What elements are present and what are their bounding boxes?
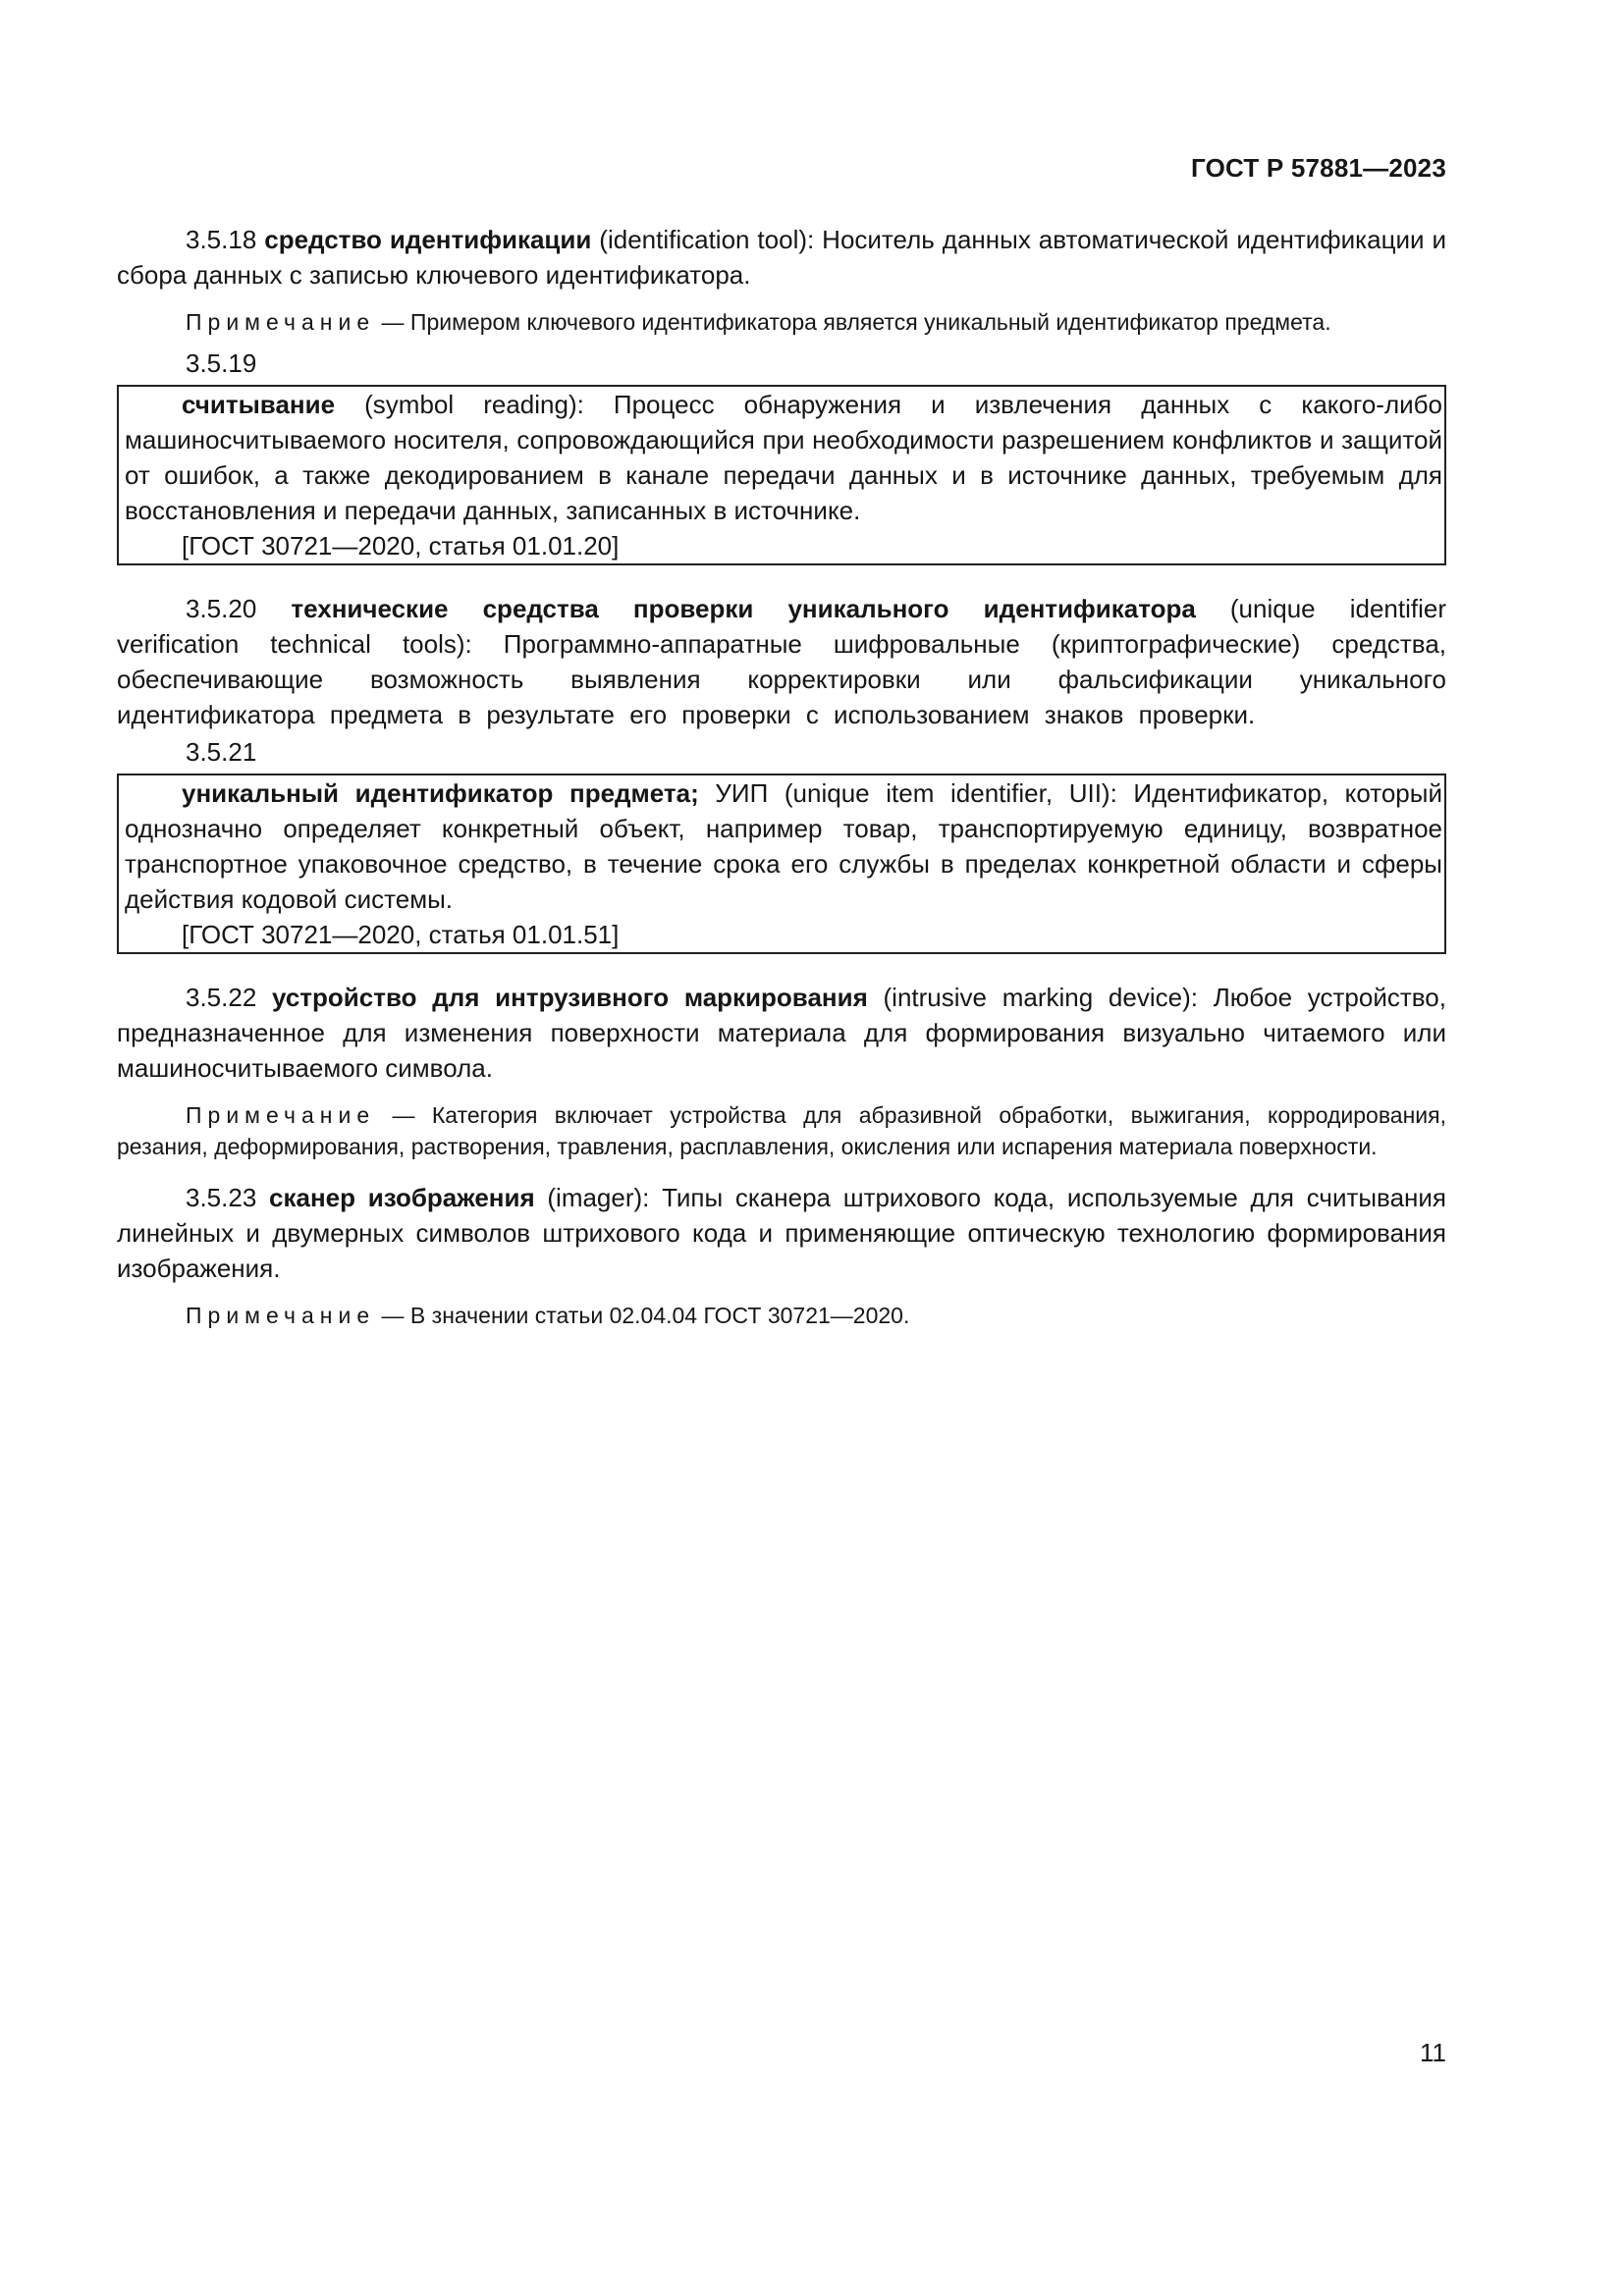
term-number: 3.5.23: [186, 1183, 257, 1212]
term-title: сканер изображения: [269, 1183, 535, 1212]
note-3: [117, 1300, 1446, 1331]
term-definition: (imager): Типы сканера штрихового кода, используемые для считывания линейных и двумерных символов штрихового кода и применяющие оптическую технологию формирования изображения.: [117, 1183, 1447, 1283]
term-source: [ГОСТ 30721—2020, статья 01.01.20]: [182, 531, 620, 561]
note-text: — Категория включает устройства для абразивной обработки, выжигания, корродирования, резания, деформирования, растворения, травления, расплавления, окисления или испарения материала поверхности.: [117, 1102, 1446, 1159]
term-definition: (identification tool): Носитель данных автоматической идентификации и сбора данных с записью ключевого идентификатора.: [117, 225, 1446, 290]
note-label: Примечание: [186, 1102, 376, 1128]
note-2: [117, 1099, 1446, 1162]
term-3-5-20: [117, 591, 1446, 732]
term-title: устройство для интрузивного маркирования: [272, 983, 868, 1012]
term-definition: (intrusive marking device): Любое устройство, предназначенное для изменения поверхности материала для формирования визуально читаемого или машиносчитываемого символа.: [117, 983, 1446, 1083]
note-text: — В значении статьи 02.04.04 ГОСТ 30721—2020.: [375, 1303, 910, 1328]
term-definition: (symbol reading): Процесс обнаружения и извлечения данных с какого-либо машиносчитываемого носителя, сопровождающийся при необходимости разрешением конфликтов и защитой от ошибок, а также декодированием в канале передачи данных и в источнике данных, требуемым для восстановления и передачи данных, записанных в источнике.: [125, 390, 1442, 525]
term-number-3-5-21: 3.5.21: [186, 737, 257, 767]
term-number: 3.5.18: [186, 225, 257, 254]
page-number: 11: [1420, 2038, 1446, 2067]
term-definition: (unique identifier verification technical tools): Программно-аппаратные шифровальные (криптографические) средства, обеспечивающие возможность выявления корректировки или фальсификации уникального идентификатора предмета в результате его проверки с использованием знаков проверки.: [117, 594, 1446, 729]
term-3-5-18: [117, 222, 1446, 293]
note-label: Примечание: [186, 1303, 376, 1328]
term-3-5-19: [125, 387, 1442, 528]
note-text: — Примером ключевого идентификатора является уникальный идентификатор предмета.: [375, 309, 1331, 335]
term-definition: УИП (unique item identifier, UII): Идентификатор, который однозначно определяет конкретный объект, например товар, транспортируемую единицу, возвратное транспортное упаковочное средство, в течение срока его службы в пределах конкретной области и сферы действия кодовой системы.: [125, 778, 1442, 914]
term-number: 3.5.20: [186, 594, 257, 623]
term-source: [ГОСТ 30721—2020, статья 01.01.51]: [182, 920, 620, 949]
term-3-5-23: [117, 1180, 1446, 1286]
document-id-header: ГОСТ Р 57881—2023: [1191, 153, 1446, 183]
note-1: [117, 306, 1446, 338]
term-number-3-5-19: 3.5.19: [186, 348, 257, 378]
note-label: Примечание: [186, 309, 376, 335]
term-3-5-21: [125, 775, 1442, 917]
term-title: уникальный идентификатор предмета;: [182, 778, 699, 808]
page-content: [117, 222, 1446, 1349]
term-box-3-5-21: [117, 774, 1446, 954]
term-box-3-5-19: [117, 385, 1446, 565]
term-3-5-22: [117, 980, 1446, 1086]
term-number: 3.5.22: [186, 983, 257, 1012]
term-title: считывание: [182, 390, 336, 419]
term-title: средство идентификации: [264, 225, 592, 254]
term-title: технические средства проверки уникального идентификатора: [291, 594, 1196, 623]
